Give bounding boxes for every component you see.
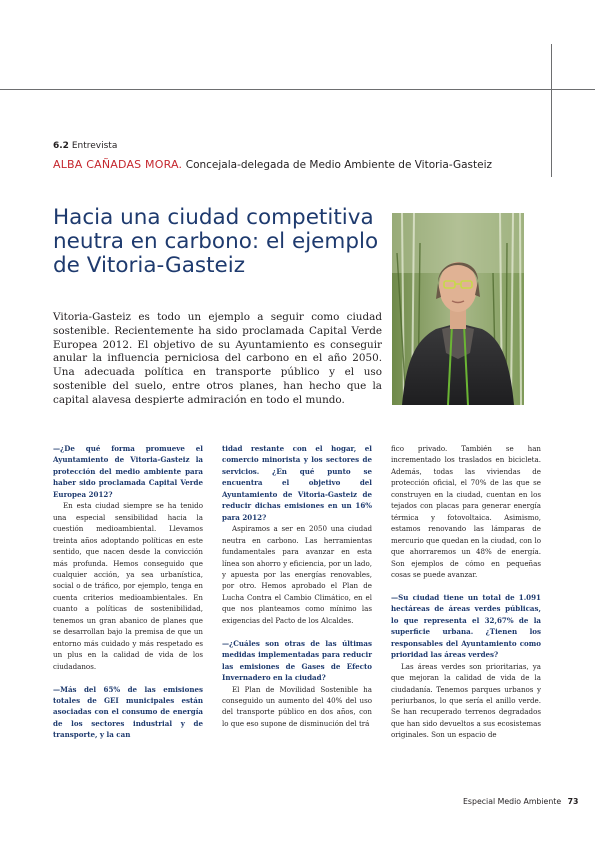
byline: [53, 158, 492, 171]
horizontal-rule: [0, 89, 595, 90]
answer-1: En esta ciudad siempre se ha tenido una especial sensibilidad hacia la cuestión medioambiental. Llevamos treinta años adoptando políticas en este sentido, que nacen desde la convicción más profunda. Hemos conseguido que cualquier acción, ya sea urbanística, social o de tráfico, por ejemplo, tenga en cuenta criterios medioambientales. En cuanto a políticas de sostenibilidad, tenemos un gran abanico de planes que se desarrollan bajo la premisa de que un entorno más cuidado y más respetado es un plus en la calidad de vida de los ciudadanos.: [53, 501, 203, 671]
portrait-photo: [392, 213, 524, 405]
question-2-end: tidad restante con el hogar, el comercio minorista y los sectores de servicios. ¿En qué punto se encuentra el objetivo del Ayuntamiento de Vitoria-Gasteiz de reducir dichas emisiones en un 16% para 2012?: [222, 444, 372, 522]
publication-name: Especial Medio Ambiente: [463, 797, 562, 806]
section-number: 6.2: [53, 141, 69, 151]
page-footer: [463, 797, 578, 806]
article-lead: Vitoria-Gasteiz es todo un ejemplo a seguir como ciudad sostenible. Recientemente ha sido proclamada Capital Verde Europea 2012. El objetivo de su Ayuntamiento es conseguir anular la influencia perniciosa del carbono en el año 2050. Una adecuada política en transporte público y el uso sostenible del suelo, entre otros planes, han hecho que la capital alavesa despierte admiración en todo el mundo.: [53, 311, 382, 406]
answer-3-start: El Plan de Movilidad Sostenible ha conseguido un aumento del 40% del uso del transporte público en dos años, con lo que eso supone de disminución del trá: [222, 684, 372, 728]
section-name: Entrevista: [71, 141, 118, 151]
answer-3-end: fico privado. También se han incrementado los traslados en bicicleta. Además, todas las viviendas de protección oficial, el 70% de las que se construyen en la ciudad, cuentan en los tejados con placas para generar energía térmica y fotovoltaica. Asimismo, estamos renovando las lámparas de mercurio que quedan en la ciudad, con lo que ahorraremos un 48% de energía. Son ejemplos de cómo en pequeñas cosas se puede avanzar.: [391, 444, 541, 579]
section-label: [53, 141, 117, 151]
question-2-start: —Más del 65% de las emisiones totales de GEI municipales están asociadas con el consumo de energía de los sectores industrial y de transporte, y la can: [53, 684, 203, 740]
page-number: 73: [567, 797, 579, 806]
author-role: Concejala-delegada de Medio Ambiente de Vitoria-Gasteiz: [185, 159, 493, 171]
question-4: —Su ciudad tiene un total de 1.091 hectáreas de áreas verdes públicas, lo que representa el 32,67% de la superficie urbana. ¿Tienen los responsables del Ayuntamiento como prioridad las áreas verdes?: [391, 592, 541, 660]
author-name: ALBA CAÑADAS MORA.: [53, 158, 183, 171]
vertical-rule: [551, 44, 552, 177]
text-column-3: [391, 443, 541, 741]
answer-2: Aspiramos a ser en 2050 una ciudad neutra en carbono. Las herramientas fundamentales para avanzar en esta línea son ahorro y eficiencia, por un lado, y apuesta por las energías renovables, por otro. Hemos aprobado el Plan de Lucha Contra el Cambio Climático, en el que nos planteamos como mínimo las exigencias del Pacto de los Alcaldes.: [222, 524, 372, 625]
text-column-1: [53, 443, 203, 741]
question-1: —¿De qué forma promueve el Ayuntamiento de Vitoria-Gasteiz la protección del medio ambiente para haber sido proclamada Capital Verde Europea 2012?: [53, 444, 203, 499]
article-title: Hacia una ciudad competitiva neutra en carbono: el ejemplo de Vitoria-Gasteiz: [53, 205, 379, 278]
question-3: —¿Cuáles son otras de las últimas medidas implementadas para reducir las emisiones de Gases de Efecto Invernadero en la ciudad?: [222, 638, 372, 683]
answer-4: Las áreas verdes son prioritarias, ya que mejoran la calidad de vida de la ciudadanía. Tenemos parques urbanos y periurbanos, lo que sería el anillo verde. Se han recuperado terrenos degradados que han sido devueltos a sus ecosistemas originales. Son un espacio de: [391, 661, 541, 740]
text-column-2: [222, 443, 372, 729]
